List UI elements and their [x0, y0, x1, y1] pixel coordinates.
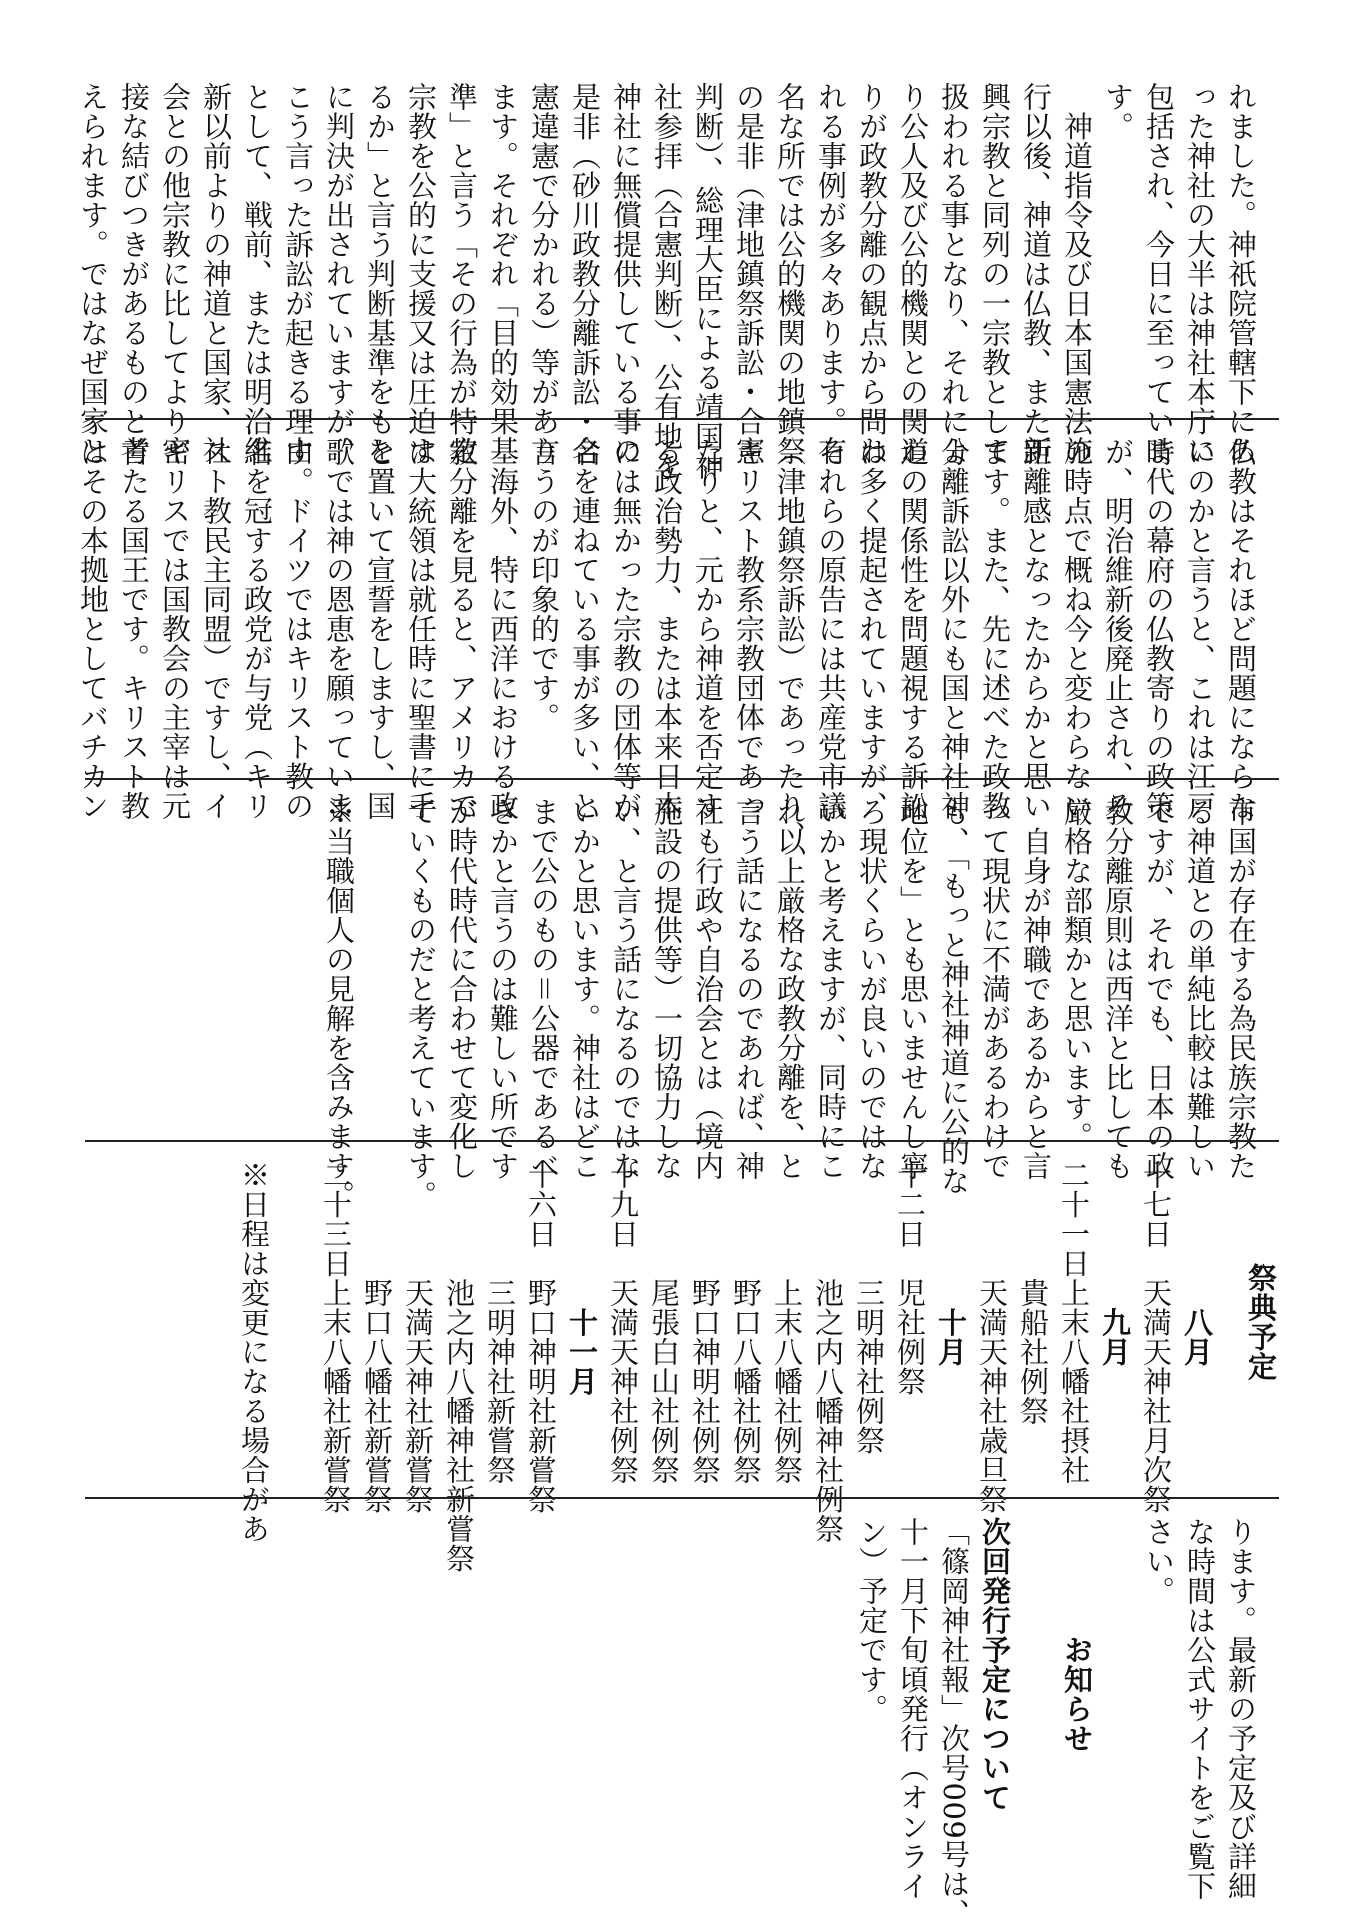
- text-column: を置いて宣誓をしますし、国: [363, 437, 397, 821]
- text-column: には無かった宗教の団体等が: [609, 437, 643, 821]
- text-column: 会との他宗教に比してより密: [158, 82, 192, 466]
- schedule-column: 池之内八幡神社例祭: [811, 1160, 845, 1544]
- section-divider: [85, 1140, 1279, 1142]
- schedule-column: 十二日 児社例祭: [893, 1160, 927, 1396]
- text-column: 海外、特に西洋における政: [486, 437, 520, 821]
- text-column: も、「もっと神社神道に公的な: [937, 797, 971, 1196]
- text-column: こう言った訴訟が起きる理由: [281, 82, 315, 466]
- text-column: いのかと言うと、これは江戸: [1183, 437, 1217, 821]
- section-divider: [85, 418, 1279, 420]
- essay-section-3: [85, 785, 1279, 1210]
- schedule-column: 貴船社例祭: [1016, 1160, 1050, 1426]
- text-column: が時代時代に合わせて変化し: [445, 797, 479, 1181]
- text-column: に判決が出されていますが、: [322, 82, 356, 466]
- text-column: 包括され、今日に至っていま: [1142, 82, 1176, 466]
- text-column: れました。神祇院管轄下にあ: [1224, 82, 1258, 466]
- text-column: りが政教分離の観点から問わ: [855, 82, 889, 466]
- text-column: 名な所では公的機関の地鎮祭: [773, 82, 807, 466]
- text-column: るか」と言う判断基準をもと: [363, 82, 397, 466]
- text-column: は大統領は就任時に聖書に手: [404, 437, 438, 821]
- schedule-column: 天満天神社新嘗祭: [401, 1160, 435, 1514]
- text-column: 準」と言う「その行為が特定: [445, 82, 479, 466]
- text-column: の時点で概ね今と変わらない: [1060, 437, 1094, 821]
- text-column: 行以後、神道は仏教、また新: [1019, 82, 1053, 466]
- notice-column: な時間は公式サイトをご覧下: [1183, 1517, 1217, 1901]
- text-column: 分離訴訟以外にも国と神社神: [937, 437, 971, 821]
- text-column: 神社に無償提供している事の: [609, 82, 643, 466]
- schedule-column: 十月: [934, 1160, 968, 1367]
- text-column: す。ドイツではキリスト教の: [281, 437, 315, 821]
- text-column: る政治勢力、または本来日本: [650, 437, 684, 821]
- section-divider: [85, 1497, 1279, 1499]
- schedule-column: 十七日 天満天神社月次祭: [1139, 1160, 1173, 1514]
- text-column: それらの原告には共産党市議: [814, 437, 848, 821]
- text-column: きかと言うのは難しい所です: [486, 797, 520, 1181]
- schedule-column: 野口八幡社例祭: [729, 1160, 763, 1485]
- text-column: ていくものだと考えています。: [404, 797, 438, 1210]
- text-column: たりと、元から神道を否定す: [691, 437, 725, 821]
- schedule-column: 十六日 野口神明社新嘗祭: [524, 1160, 558, 1514]
- schedule-column: 二十三日上末八幡社新嘗祭: [319, 1160, 353, 1514]
- text-column: す。: [1101, 82, 1135, 141]
- text-column: として、戦前、または明治維: [240, 82, 274, 466]
- text-column: 新以前よりの神道と国家、社: [199, 82, 233, 466]
- schedule-column: 尾張白山社例祭: [647, 1160, 681, 1485]
- text-column: れ以上厳格な政教分離を、と: [773, 797, 807, 1181]
- text-column: ろ現状くらいが良いのではな: [855, 797, 889, 1181]
- text-column: えられます。ではなぜ国家と: [76, 82, 110, 466]
- schedule-column: ※日程は変更になる場合があ: [237, 1160, 271, 1544]
- notice-column: ります。最新の予定及び詳細: [1224, 1517, 1258, 1901]
- text-column: ます。それぞれ「目的効果基: [486, 82, 520, 466]
- schedule-column: 池之内八幡神社新嘗祭: [442, 1160, 476, 1573]
- text-column: 神道指令及び日本国憲法施: [1060, 82, 1094, 466]
- text-column: （津地鎮祭訴訟）であったり、: [773, 437, 807, 850]
- text-column: れる事例が多々あります。有: [814, 82, 848, 466]
- text-column: ですが、それでも、日本の政: [1142, 797, 1176, 1181]
- text-column: キリスト教系宗教団体であっ: [732, 437, 766, 821]
- text-column: った神社の大半は神社本庁に: [1183, 82, 1217, 466]
- text-column: 市国が存在する為民族宗教た: [1224, 797, 1258, 1181]
- text-column: 興宗教と同列の一宗教として: [978, 82, 1012, 466]
- essay-section-2: [76, 425, 1279, 850]
- text-column: 歌では神の恩恵を願っていま: [322, 437, 356, 821]
- text-column: 言う話になるのであれば、神: [732, 797, 766, 1181]
- text-column: スト教民主同盟）ですし、イ: [199, 437, 233, 821]
- section-divider: [85, 778, 1279, 780]
- text-column: 憲違憲で分かれる）等があり: [527, 82, 561, 466]
- text-column: 言うのが印象的です。: [527, 437, 561, 732]
- text-column: まで公のもの＝公器であるべ: [527, 797, 561, 1181]
- schedule-column: 三明神社例祭: [852, 1160, 886, 1455]
- text-column: いかと考えますが、同時にこ: [814, 797, 848, 1181]
- text-column: 仏教はそれほど問題にならな: [1224, 437, 1258, 821]
- text-column: 是非（砂川政教分離訴訟・合: [568, 82, 602, 466]
- text-column: 距離感となったからかと思い: [1019, 437, 1053, 821]
- schedule-title: 祭典予定: [1244, 1263, 1278, 1381]
- schedule-column: 野口八幡社新嘗祭: [360, 1160, 394, 1514]
- schedule-column: 二十一日上末八幡社摂社: [1057, 1160, 1091, 1485]
- text-column: いかと思います。神社はどこ: [568, 797, 602, 1181]
- text-column: ※当職個人の見解を含みます。: [322, 797, 356, 1210]
- text-column: 判断）、総理大臣による靖国神: [691, 82, 725, 481]
- essay-section-1: [76, 70, 1279, 481]
- text-column: 接な結びつきがあるものと考: [117, 82, 151, 466]
- schedule-column: 天満天神社歳旦祭: [975, 1160, 1009, 1514]
- notice-column: お知らせ: [1060, 1517, 1094, 1753]
- text-column: 施設の提供等）一切協力しな: [650, 797, 684, 1181]
- schedule-column: 八月: [1180, 1160, 1214, 1367]
- schedule-column: 三明神社新嘗祭: [483, 1160, 517, 1485]
- text-column: 自身が神職であるからと言: [1019, 797, 1053, 1181]
- notice-column: ン）予定です。: [855, 1517, 889, 1724]
- text-column: が、明治維新後廃止され、そ: [1101, 437, 1135, 821]
- text-column: 宗教を公的に支援又は圧迫す: [404, 82, 438, 466]
- text-column: 扱われる事となり、それによ: [937, 82, 971, 466]
- notice-column: 十一月下旬頃発行（オンライ: [896, 1517, 930, 1901]
- text-column: 道の関係性を問題視する訴訟: [896, 437, 930, 821]
- text-column: い、と言う話になるのではな: [609, 797, 643, 1181]
- text-column: ます。また、先に述べた政教: [978, 437, 1012, 821]
- schedule-column: 上末八幡社例祭: [770, 1160, 804, 1485]
- text-column: は多く提起されていますが、: [855, 437, 889, 821]
- text-column: 名を冠する政党が与党（キリ: [240, 437, 274, 821]
- text-column: 教分離原則は西洋と比しても: [1101, 797, 1135, 1181]
- text-column: 地位を」とも思いませんし寧: [896, 797, 930, 1181]
- text-column: の是非（津地鎮祭訴訟・合憲: [732, 82, 766, 466]
- text-column: 社も行政や自治会とは（境内: [691, 797, 725, 1181]
- text-column: はその本拠地としてバチカン: [76, 437, 110, 821]
- text-column: って現状に不満があるわけで: [978, 797, 1012, 1181]
- notice-column: 「篠岡神社報」次号009号は、: [937, 1517, 971, 1928]
- text-column: 首たる国王です。キリスト教: [117, 437, 151, 821]
- notice-column: さい。: [1142, 1517, 1176, 1606]
- text-column: 社参拝（合憲判断）、公有地を: [650, 82, 684, 481]
- text-column: 厳格な部類かと思います。: [1060, 797, 1094, 1151]
- text-column: ギリスでは国教会の主宰は元: [158, 437, 192, 821]
- text-column: る神道との単純比較は難しい: [1183, 797, 1217, 1181]
- schedule-column: 十九日 天満天神社例祭: [606, 1160, 640, 1485]
- text-column: り公人及び公的機関との関わ: [896, 82, 930, 466]
- text-column: 教分離を見ると、アメリカで: [445, 437, 479, 821]
- text-column: 名を連ねている事が多い、と: [568, 437, 602, 821]
- notices-section: [85, 1505, 1279, 1928]
- schedule-column: 九月: [1098, 1160, 1132, 1367]
- text-column: 時代の幕府の仏教寄りの政策: [1142, 437, 1176, 821]
- notice-column: 次回発行予定について: [978, 1517, 1012, 1812]
- schedule-column: 野口神明社例祭: [688, 1160, 722, 1485]
- schedule-column: 十一月: [565, 1160, 599, 1396]
